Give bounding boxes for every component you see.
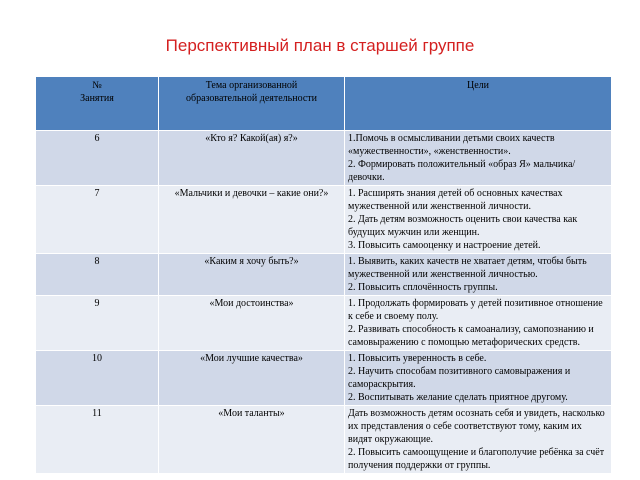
table-row — [36, 131, 612, 186]
goals-cell — [345, 406, 612, 474]
table-row — [36, 351, 612, 406]
goal-item: 2. Повысить сплочённость группы. — [348, 282, 498, 293]
topic-cell: «Мальчики и девочки – какие они?» — [159, 186, 345, 254]
lesson-number-cell: 7 — [36, 186, 159, 254]
lesson-number-cell: 10 — [36, 351, 159, 406]
lesson-number-cell: 9 — [36, 296, 159, 351]
perspective-plan-table — [35, 76, 612, 474]
goal-item: 1. Расширять знания детей об основных качествах мужественной или женственной личности. — [348, 188, 563, 212]
header-lesson-number — [36, 77, 159, 131]
goal-item: 2. Воспитывать желание сделать приятное другому. — [348, 392, 568, 403]
header-topic-line2: образовательной деятельности — [186, 93, 317, 104]
table-row — [36, 406, 612, 474]
goals-cell — [345, 296, 612, 351]
goal-item: 2. Развивать способность к самоанализу, самопознанию и самовыражению с помощью метафорических средств. — [348, 324, 594, 348]
header-goals — [345, 77, 612, 131]
goal-item: 1. Выявить, каких качеств не хватает детям, чтобы быть мужественной или женственной личностью. — [348, 256, 587, 280]
page-title: Перспективный план в старшей группе — [165, 36, 475, 55]
table-row — [36, 296, 612, 351]
lesson-number-cell: 11 — [36, 406, 159, 474]
header-goals-label: Цели — [466, 80, 489, 91]
table-row — [36, 254, 612, 296]
goal-item: 1.Помочь в осмысливании детьми своих качеств «мужественности», «женственности». — [348, 133, 555, 157]
header-num-label: Занятия — [80, 93, 114, 104]
header-num-symbol: № — [92, 80, 102, 91]
goal-item: 2. Повысить самоощущение и благополучие ребёнка за счёт получения поддержки от группы. — [348, 447, 605, 471]
goals-cell — [345, 351, 612, 406]
topic-cell: «Каким я хочу быть?» — [159, 254, 345, 296]
header-topic-line1: Тема организованной — [205, 80, 298, 91]
goals-cell — [345, 131, 612, 186]
table-row — [36, 186, 612, 254]
goal-item: 2. Формировать положительный «образ Я» мальчика/девочки. — [348, 159, 576, 183]
goals-cell — [345, 186, 612, 254]
topic-cell: «Кто я? Какой(ая) я?» — [159, 131, 345, 186]
goal-item: Дать возможность детям осознать себя и увидеть, насколько их представления о себе соответствуют тому, каким их видят окружающие. — [348, 408, 605, 445]
goal-item: 1. Продолжать формировать у детей позитивное отношение к себе и своему полу. — [348, 298, 603, 322]
goals-cell — [345, 254, 612, 296]
header-topic — [159, 77, 345, 131]
lesson-number-cell: 8 — [36, 254, 159, 296]
goal-item: 1. Повысить уверенность в себе. — [348, 353, 487, 364]
table-header-row — [36, 77, 612, 131]
goal-item: 2. Научить способам позитивного самовыражения и самораскрытия. — [348, 366, 571, 390]
topic-cell: «Мои таланты» — [159, 406, 345, 474]
topic-cell: «Мои лучшие качества» — [159, 351, 345, 406]
topic-cell: «Мои достоинства» — [159, 296, 345, 351]
goal-item: 3. Повысить самооценку и настроение детей. — [348, 240, 541, 251]
lesson-number-cell: 6 — [36, 131, 159, 186]
goal-item: 2. Дать детям возможность оценить свои качества как будущих мужчин или женщин. — [348, 214, 578, 238]
